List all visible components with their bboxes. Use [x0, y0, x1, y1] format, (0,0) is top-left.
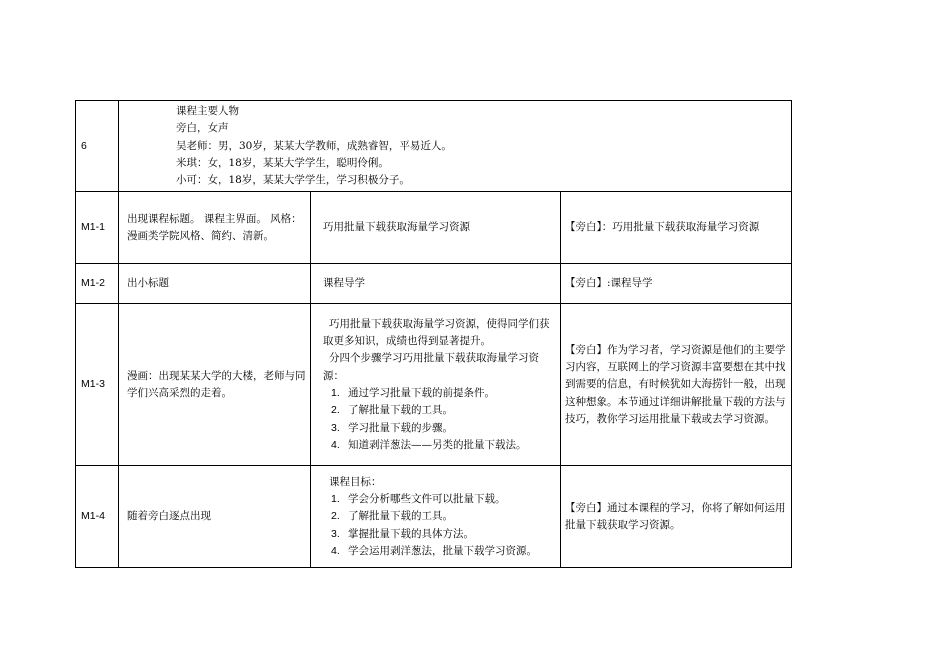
list-item: 2. 了解批量下载的工具。 [331, 510, 453, 523]
script-table [75, 100, 792, 568]
screen-text-cell: 巧用批量下载获取海量学习资源 [311, 192, 561, 264]
list-item: 2. 了解批量下载的工具。 [331, 404, 453, 417]
visual-cell: 漫画：出现某某大学的大楼，老师与同学们兴高采烈的走着。 [119, 304, 311, 466]
narration-cell: 【旁白】通过本课程的学习，你将了解如何运用批量下载获取学习资源。 [561, 466, 792, 568]
row-id: 6 [76, 101, 119, 192]
narration-cell: 【旁白】：巧用批量下载获取海量学习资源 [561, 192, 792, 264]
screen-text-cell: 课程导学 [311, 264, 561, 304]
row-id: M1-3 [76, 304, 119, 466]
character-xiaoke: 小可：女，18岁，某某大学学生，学习积极分子。 [176, 174, 410, 187]
list-item: 3. 掌握批量下载的具体方法。 [331, 527, 474, 540]
screen-text-cell [311, 466, 561, 568]
list-item: 4. 知道剥洋葱法——另类的批量下载法。 [331, 438, 527, 451]
screen-text-cell [311, 304, 561, 466]
characters-heading: 课程主要人物 [176, 105, 239, 117]
character-teacher-wu: 吴老师：男，30岁，某某大学教师，成熟睿智，平易近人。 [176, 139, 452, 152]
list-item: 3. 学习批量下载的步骤。 [331, 421, 453, 434]
table-row-6 [76, 101, 792, 192]
objectives-list [323, 491, 556, 560]
steps-lead: 分四个步骤学习巧用批量下载获取海量学习资源： [323, 352, 539, 382]
table-row-m1-3 [76, 304, 792, 466]
table-row-m1-2 [76, 264, 792, 304]
character-miqi: 米琪：女，18岁，某某大学学生，聪明伶俐。 [176, 156, 389, 169]
row-id: M1-2 [76, 264, 119, 304]
narration-cell: 【旁白】作为学习者，学习资源是他们的主要学习内容，互联网上的学习资源丰富要想在其中找到需要的信息，有时候犹如大海捞针一般，出现这种想象。本节通过详细讲解批量下载的方法与技巧，教你学习运用批量下载或去学习资源。 [561, 304, 792, 466]
visual-cell: 出小标题 [119, 264, 311, 304]
characters-cell [119, 101, 792, 192]
intro-text: 巧用批量下载获取海量学习资源，使得同学们获取更多知识，成绩也得到显著提升。 [323, 317, 550, 348]
list-item: 1. 学会分析哪些文件可以批量下载。 [331, 493, 506, 506]
steps-list [323, 385, 556, 454]
list-item: 1. 通过学习批量下载的前提条件。 [331, 386, 495, 399]
table-row-m1-1 [76, 192, 792, 264]
character-narrator: 旁白，女声 [176, 122, 229, 135]
row-id: M1-1 [76, 192, 119, 264]
table-row-m1-4 [76, 466, 792, 568]
objectives-lead: 课程目标： [329, 475, 382, 488]
list-item: 4. 学会运用剥洋葱法，批量下载学习资源。 [331, 544, 537, 557]
visual-cell: 随着旁白逐点出现 [119, 466, 311, 568]
narration-cell: 【旁白】:课程导学 [561, 264, 792, 304]
row-id: M1-4 [76, 466, 119, 568]
visual-cell: 出现课程标题。 课程主界面。 风格：漫画类学院风格、简约、清新。 [119, 192, 311, 264]
